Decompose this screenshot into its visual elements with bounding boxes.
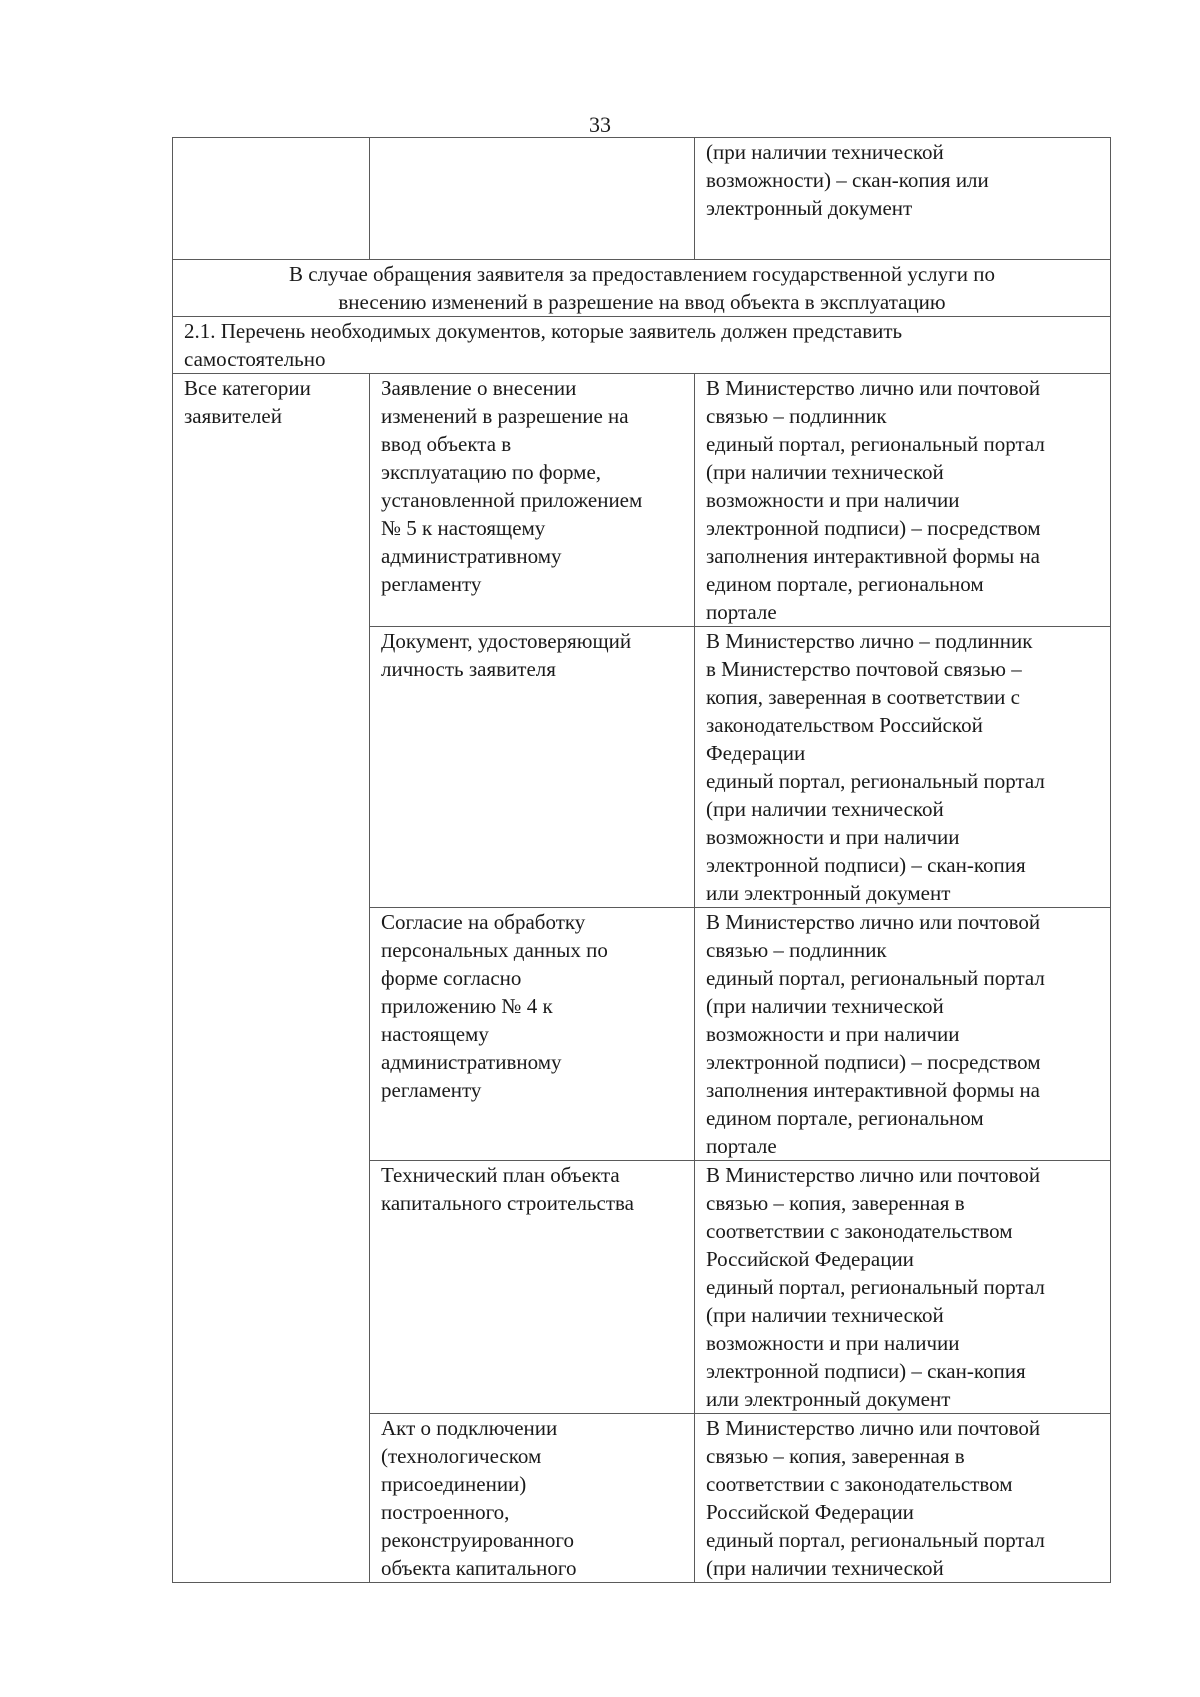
table-row: [173, 317, 1111, 374]
submission-method: В Министерство лично или почтовой связью – копия, заверенная в соответствии с законодательством Российской Федерации единый портал, региональный портал (при наличии технической: [695, 1414, 1111, 1583]
submission-method: В Министерство лично – подлинник в Министерство почтовой связью – копия, заверенная в соответствии с законодательством Российской Федерации единый портал, региональный портал (при наличии технической возможности и при наличии электронной подписи) – скан-копия или электронный документ: [695, 627, 1111, 908]
case-banner: В случае обращения заявителя за предоставлением государственной услуги по внесению изменений в разрешение на ввод объекта в эксплуатацию: [173, 260, 1111, 317]
applicant-category: Все категории заявителей: [173, 374, 370, 1583]
document-name: Акт о подключении (технологическом присоединении) построенного, реконструированного объекта капитального: [370, 1414, 695, 1583]
table-row: [173, 138, 1111, 260]
documents-table: [172, 137, 1111, 1583]
submission-method: В Министерство лично или почтовой связью – подлинник единый портал, региональный портал (при наличии технической возможности и при наличии электронной подписи) – посредством заполнения интерактивной формы на едином портале, региональном портале: [695, 374, 1111, 627]
document-name: Согласие на обработку персональных данных по форме согласно приложению № 4 к настоящему административному регламенту: [370, 908, 695, 1161]
section-heading: 2.1. Перечень необходимых документов, которые заявитель должен представить самостоятельно: [173, 317, 1111, 374]
table-cell-method: (при наличии технической возможности) – скан-копия или электронный документ: [695, 138, 1111, 260]
submission-method: В Министерство лично или почтовой связью – копия, заверенная в соответствии с законодательством Российской Федерации единый портал, региональный портал (при наличии технической возможности и при наличии электронной подписи) – скан-копия или электронный документ: [695, 1161, 1111, 1414]
document-name: Заявление о внесении изменений в разрешение на ввод объекта в эксплуатацию по форме, установленной приложением № 5 к настоящему административному регламенту: [370, 374, 695, 627]
page-number: 33: [589, 112, 611, 137]
document-name: Технический план объекта капитального строительства: [370, 1161, 695, 1414]
table-row: [173, 260, 1111, 317]
submission-method: В Министерство лично или почтовой связью – подлинник единый портал, региональный портал (при наличии технической возможности и при наличии электронной подписи) – посредством заполнения интерактивной формы на едином портале, региональном портале: [695, 908, 1111, 1161]
document-name: Документ, удостоверяющий личность заявителя: [370, 627, 695, 908]
table-cell-category: [173, 138, 370, 260]
table-row: [173, 374, 1111, 627]
table-cell-document: [370, 138, 695, 260]
